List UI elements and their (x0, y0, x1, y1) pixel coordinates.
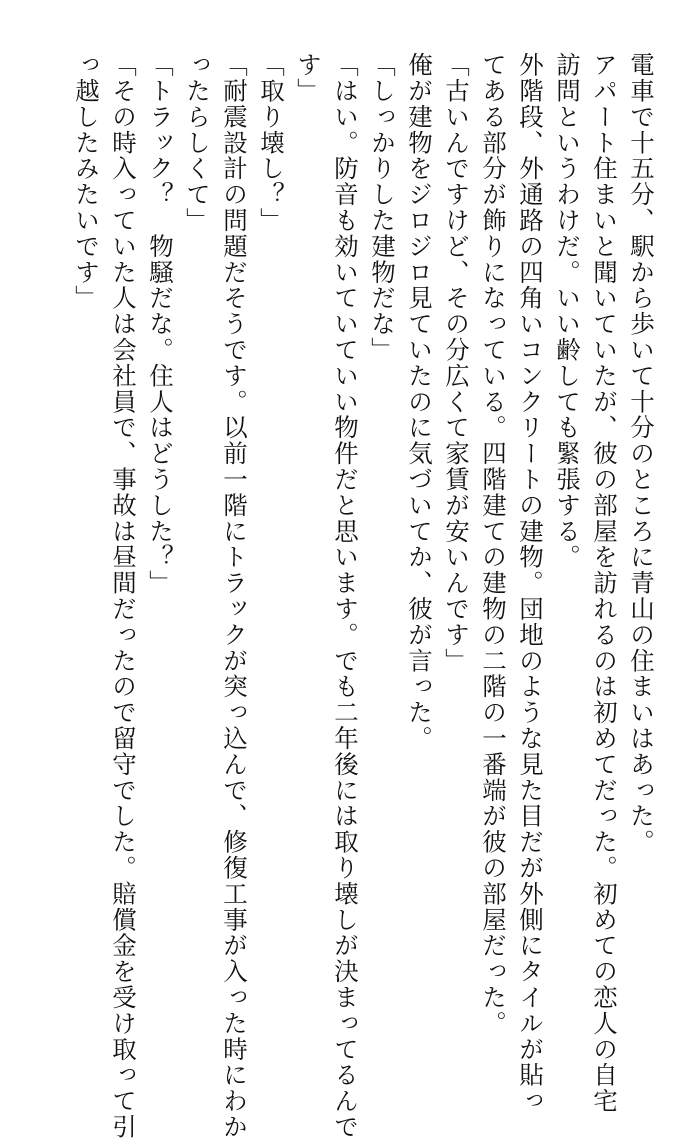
dialogue-line: す」 (294, 52, 323, 104)
dialogue-line: 「耐震設計の問題だそうです。以前一階にトラックが突っ込んで、修復工事が入った時にわか (220, 52, 249, 1140)
text-line: 訪問というわけだ。いい齢しても緊張する。 (553, 52, 582, 570)
dialogue-line: 「はい。防音も効いていていい物件だと思います。でも二年後には取り壊しが決まってるんで (331, 52, 360, 1140)
text-line: 電車で十五分、駅から歩いて十分のところに青山の住まいはあった。 (627, 52, 656, 855)
dialogue-line: 「その時入っていた人は会社員で、事故は昼間だったので留守でした。賠償金を受け取って引 (109, 52, 138, 1140)
dialogue-line: 「取り壊し？」 (257, 52, 286, 234)
dialogue-line: ったらしくて」 (183, 52, 212, 234)
dialogue-line: 「トラック？ 物騒だな。住人はどうした？」 (146, 52, 175, 596)
dialogue-line: っ越したみたいです」 (72, 52, 101, 311)
text-line: 外階段、外通路の四角いコンクリートの建物。団地のような見た目だが外側にタイルが貼っ (516, 52, 545, 1114)
vertical-text-block (68, 52, 660, 1140)
text-line: アパート住まいと聞いていたが、彼の部屋を訪れるのは初めてだった。初めての恋人の自宅 (590, 52, 619, 1114)
dialogue-line: 「しっかりした建物だな」 (368, 52, 397, 363)
text-line: 俺が建物をジロジロ見ていたのに気づいてか、彼が言った。 (405, 52, 434, 752)
dialogue-line: 「古いんですけど、その分広くて家賃が安いんです」 (442, 52, 471, 674)
text-line: てある部分が飾りになっている。四階建ての建物の二階の一番端が彼の部屋だった。 (479, 52, 508, 1037)
